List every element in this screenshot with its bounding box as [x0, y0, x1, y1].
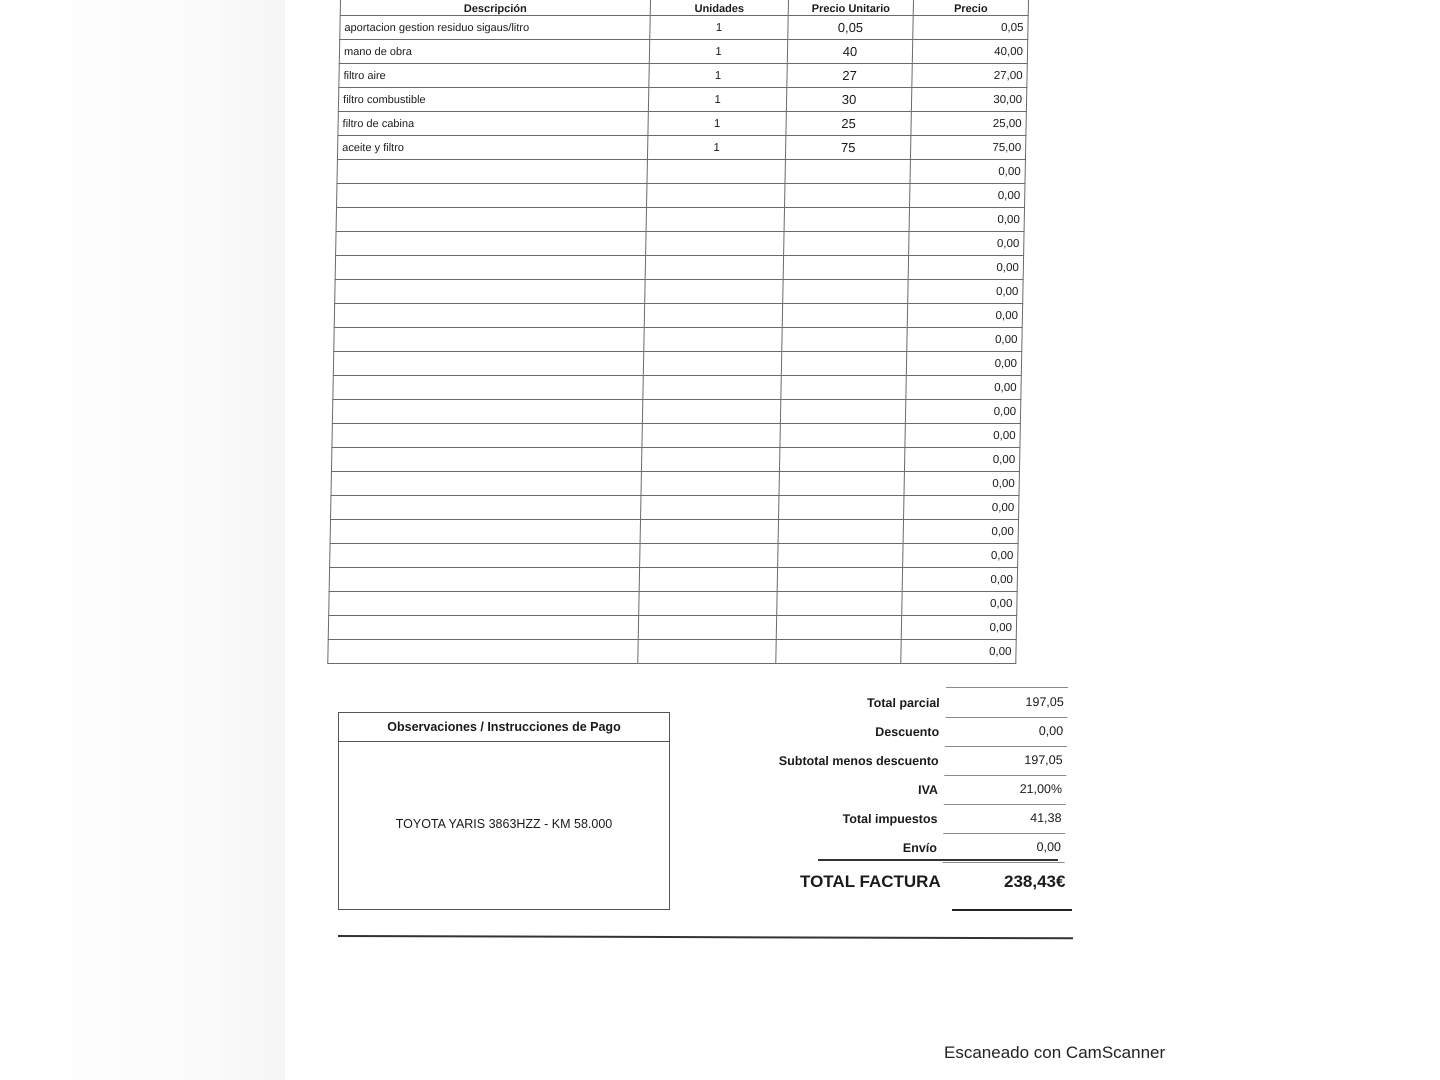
cell-empty — [329, 568, 639, 592]
totals-value: 41,38 — [943, 804, 1066, 834]
empty-table-row — [335, 280, 1023, 304]
cell-empty — [331, 472, 641, 496]
cell-empty — [328, 616, 638, 640]
totals-row — [687, 804, 1073, 833]
cell-empty — [641, 496, 779, 520]
cell-empty — [780, 400, 905, 424]
cell-empty — [778, 544, 903, 568]
grand-total-value: 238,43€ — [1004, 872, 1066, 891]
observations-title: Observaciones / Instrucciones de Pago — [339, 713, 669, 742]
totals-label: Total impuestos — [842, 811, 938, 826]
table-row — [339, 40, 1027, 64]
cell-empty — [334, 304, 644, 328]
cell-unit-price: 75 — [785, 136, 910, 160]
cell-empty — [640, 520, 778, 544]
empty-table-row — [334, 328, 1022, 352]
cell-empty — [645, 280, 783, 304]
observations-text: TOYOTA YARIS 3863HZZ - KM 58.000 — [395, 817, 613, 831]
table-row — [340, 16, 1028, 40]
cell-empty — [639, 568, 777, 592]
totals-row — [689, 688, 1075, 717]
cell-empty — [329, 592, 639, 616]
table-row — [338, 112, 1026, 136]
totals-label: Subtotal menos descuento — [778, 753, 939, 768]
cell-empty — [784, 232, 909, 256]
cell-price: 0,00 — [905, 424, 1020, 448]
cell-units: 1 — [647, 136, 785, 160]
cell-empty — [777, 592, 902, 616]
cell-price: 0,00 — [908, 256, 1023, 280]
cell-price: 0,00 — [903, 520, 1018, 544]
cell-empty — [779, 496, 904, 520]
cell-empty — [337, 184, 647, 208]
table-row — [338, 88, 1026, 112]
cell-empty — [336, 208, 646, 232]
cell-price: 0,00 — [902, 592, 1017, 616]
cell-empty — [337, 160, 647, 184]
camscanner-watermark: Escaneado con CamScanner — [944, 1043, 1166, 1062]
empty-table-row — [337, 184, 1025, 208]
empty-table-row — [333, 352, 1021, 376]
cell-price: 0,00 — [904, 496, 1019, 520]
cell-empty — [641, 472, 779, 496]
cell-units: 1 — [649, 64, 787, 88]
cell-empty — [644, 328, 782, 352]
cell-units: 1 — [650, 16, 788, 40]
cell-description: filtro combustible — [338, 88, 648, 112]
empty-table-row — [331, 472, 1019, 496]
totals-label: IVA — [917, 782, 939, 797]
cell-empty — [781, 352, 906, 376]
cell-price: 0,05 — [913, 16, 1028, 40]
cell-price: 40,00 — [912, 40, 1027, 64]
empty-table-row — [330, 520, 1018, 544]
cell-price: 0,00 — [904, 448, 1019, 472]
cell-empty — [777, 568, 902, 592]
totals-separator-line — [818, 859, 1058, 861]
cell-empty — [639, 592, 777, 616]
cell-unit-price: 27 — [787, 64, 912, 88]
table-body — [328, 16, 1028, 664]
table-row — [337, 136, 1025, 160]
cell-price: 0,00 — [903, 544, 1018, 568]
cell-empty — [641, 448, 779, 472]
cell-empty — [642, 424, 780, 448]
cell-price: 0,00 — [901, 616, 1016, 640]
cell-empty — [776, 616, 901, 640]
cell-empty — [331, 448, 641, 472]
empty-table-row — [332, 424, 1020, 448]
cell-empty — [333, 352, 643, 376]
empty-table-row — [329, 568, 1017, 592]
cell-price: 0,00 — [910, 160, 1025, 184]
cell-empty — [782, 328, 907, 352]
cell-empty — [785, 160, 910, 184]
header-description: Descripción — [340, 0, 650, 16]
header-price: Precio — [913, 0, 1028, 16]
empty-table-row — [337, 160, 1025, 184]
totals-value: 0,00 — [943, 833, 1066, 863]
cell-price: 0,00 — [909, 232, 1024, 256]
cell-description: mano de obra — [339, 40, 649, 64]
totals-label: Envío — [902, 840, 938, 855]
cell-empty — [785, 184, 910, 208]
cell-empty — [638, 640, 776, 664]
empty-table-row — [332, 400, 1020, 424]
totals-row — [688, 746, 1074, 775]
footer-divider — [338, 935, 1073, 939]
cell-price: 0,00 — [907, 304, 1022, 328]
cell-price: 0,00 — [902, 568, 1017, 592]
header-units: Unidades — [650, 0, 788, 16]
cell-empty — [783, 280, 908, 304]
invoice-line-items-table — [327, 0, 1029, 664]
totals-row — [689, 717, 1075, 746]
cell-price: 0,00 — [908, 280, 1023, 304]
cell-empty — [779, 472, 904, 496]
table-row — [339, 64, 1027, 88]
cell-empty — [638, 616, 776, 640]
cell-empty — [778, 520, 903, 544]
totals-label: Descuento — [875, 724, 940, 739]
cell-empty — [332, 424, 642, 448]
totals-row — [688, 775, 1074, 804]
empty-table-row — [336, 232, 1024, 256]
cell-empty — [779, 448, 904, 472]
cell-price: 27,00 — [912, 64, 1027, 88]
cell-price: 30,00 — [911, 88, 1026, 112]
empty-table-row — [329, 592, 1017, 616]
totals-block — [687, 688, 1075, 862]
cell-units: 1 — [648, 112, 786, 136]
cell-price: 0,00 — [907, 328, 1022, 352]
cell-price: 0,00 — [906, 352, 1021, 376]
cell-description: aportacion gestion residuo sigaus/litro — [340, 16, 650, 40]
empty-table-row — [328, 640, 1016, 664]
cell-empty — [646, 208, 784, 232]
empty-table-row — [334, 304, 1022, 328]
cell-price: 0,00 — [910, 184, 1025, 208]
cell-empty — [331, 496, 641, 520]
cell-empty — [784, 208, 909, 232]
cell-description: filtro de cabina — [338, 112, 648, 136]
cell-empty — [646, 232, 784, 256]
empty-table-row — [336, 208, 1024, 232]
cell-description: aceite y filtro — [337, 136, 647, 160]
totals-value: 0,00 — [945, 717, 1068, 747]
cell-empty — [642, 400, 780, 424]
cell-empty — [330, 544, 640, 568]
cell-price: 25,00 — [911, 112, 1026, 136]
cell-price: 0,00 — [909, 208, 1024, 232]
cell-description: filtro aire — [339, 64, 649, 88]
cell-empty — [336, 232, 646, 256]
totals-value: 21,00% — [944, 775, 1067, 805]
cell-price: 0,00 — [905, 400, 1020, 424]
cell-units: 1 — [648, 88, 786, 112]
cell-unit-price: 30 — [786, 88, 911, 112]
grand-total-label: TOTAL FACTURA — [800, 872, 941, 891]
observations-box — [338, 712, 670, 910]
cell-price: 0,00 — [904, 472, 1019, 496]
totals-value: 197,05 — [945, 687, 1068, 718]
cell-price: 0,00 — [901, 640, 1016, 664]
cell-empty — [647, 184, 785, 208]
cell-empty — [781, 376, 906, 400]
cell-empty — [644, 304, 782, 328]
cell-empty — [335, 280, 645, 304]
empty-table-row — [331, 496, 1019, 520]
cell-units: 1 — [649, 40, 787, 64]
scan-background — [0, 0, 285, 1080]
cell-price: 75,00 — [910, 136, 1025, 160]
cell-empty — [640, 544, 778, 568]
cell-empty — [645, 256, 783, 280]
empty-table-row — [335, 256, 1023, 280]
empty-table-row — [333, 376, 1021, 400]
cell-empty — [330, 520, 640, 544]
cell-unit-price: 40 — [787, 40, 912, 64]
cell-empty — [780, 424, 905, 448]
cell-empty — [333, 376, 643, 400]
cell-empty — [647, 160, 785, 184]
cell-empty — [783, 256, 908, 280]
empty-table-row — [328, 616, 1016, 640]
totals-value: 197,05 — [944, 746, 1067, 776]
empty-table-row — [330, 544, 1018, 568]
cell-unit-price: 25 — [786, 112, 911, 136]
empty-table-row — [331, 448, 1019, 472]
grand-total-underline — [952, 909, 1072, 911]
cell-empty — [328, 640, 638, 664]
cell-empty — [776, 640, 901, 664]
cell-empty — [332, 400, 642, 424]
header-unit-price: Precio Unitario — [788, 0, 913, 16]
cell-unit-price: 0,05 — [788, 16, 913, 40]
cell-empty — [643, 352, 781, 376]
totals-label: Total parcial — [866, 695, 940, 710]
table-header-row — [340, 0, 1028, 16]
cell-price: 0,00 — [906, 376, 1021, 400]
cell-empty — [334, 328, 644, 352]
totals-row — [687, 833, 1073, 862]
cell-empty — [335, 256, 645, 280]
cell-empty — [643, 376, 781, 400]
cell-empty — [782, 304, 907, 328]
